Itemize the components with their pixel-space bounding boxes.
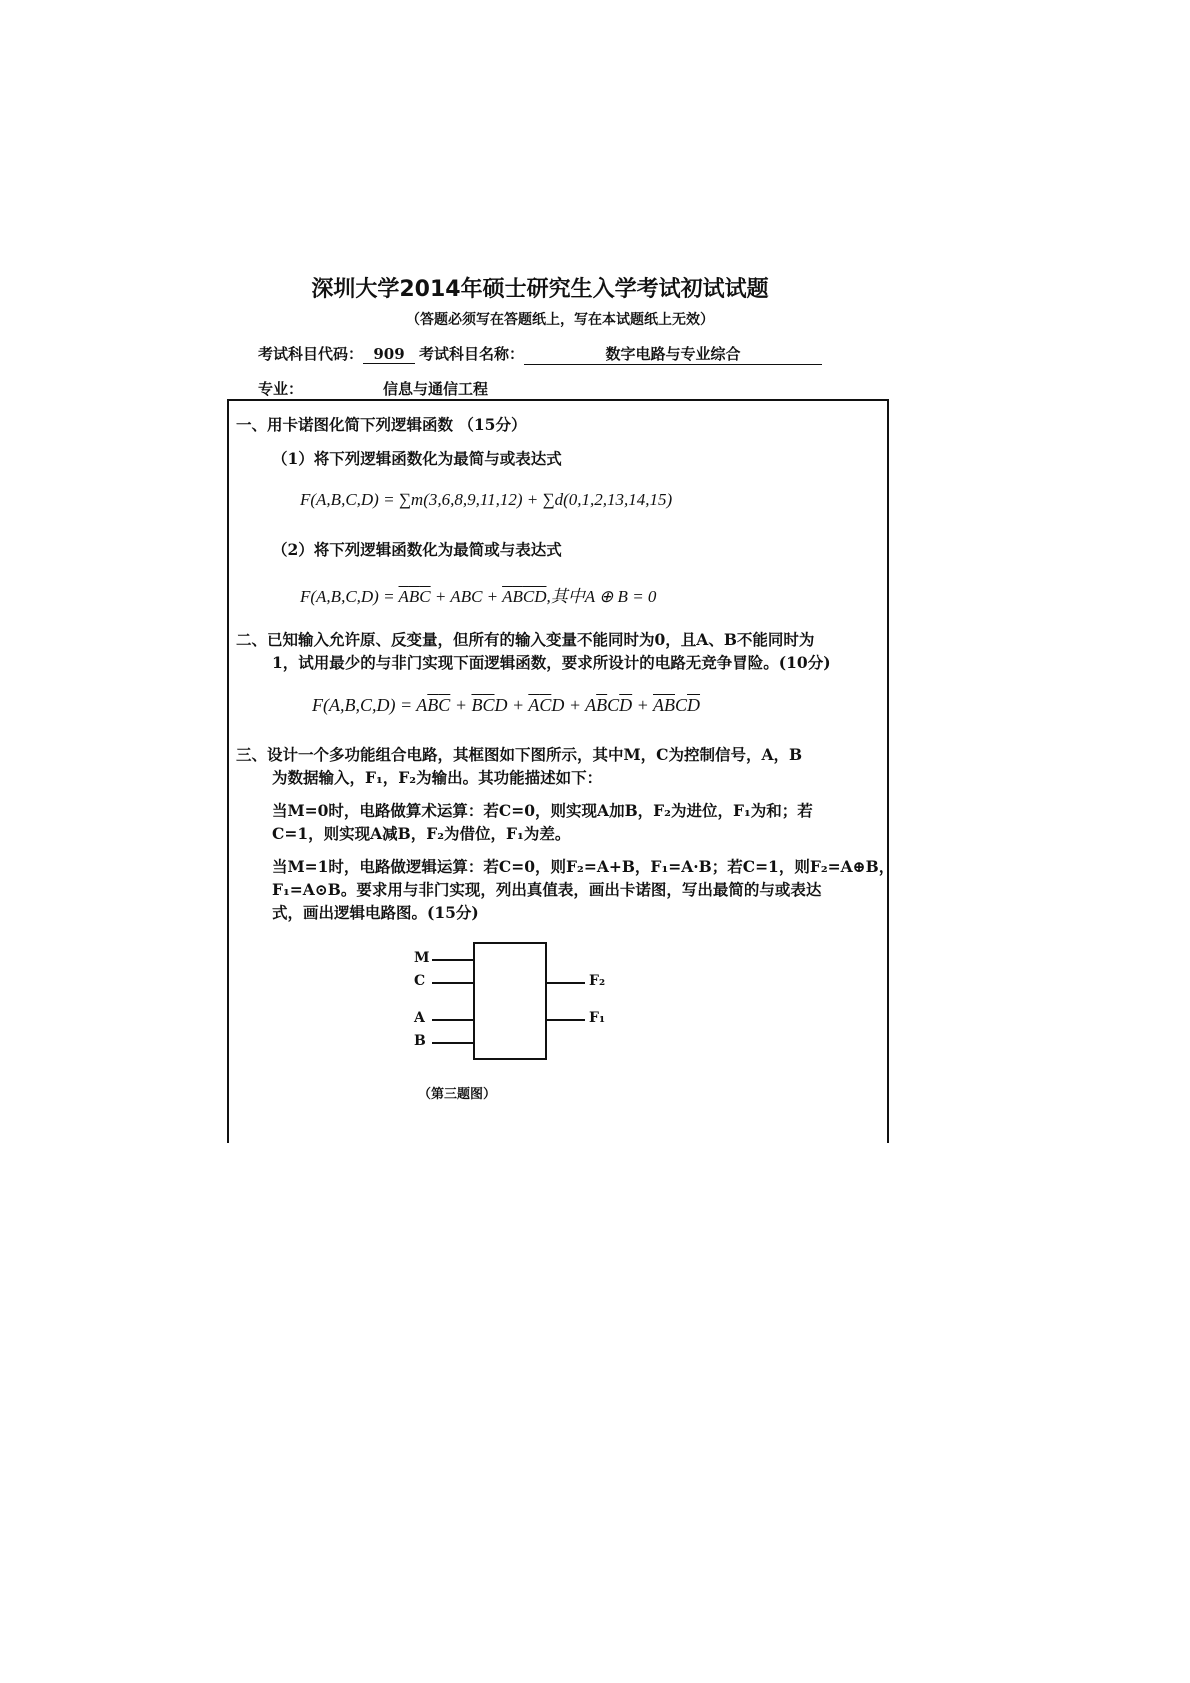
q1-part2: （2）将下列逻辑函数化为最简或与表达式 [272,540,562,559]
formula-term: $\overline{B}$ [471,695,483,715]
q1-heading: 一、用卡诺图化简下列逻辑函数 （15分） [236,415,527,434]
major-line [258,378,853,400]
q2-line1: 二、已知输入允许原、反变量，但所有的输入变量不能同时为0，且A、B不能同时为 [236,630,815,649]
q1-formula2 [300,582,656,607]
formula-term: C [607,695,620,715]
formula-term: $\overline{C}$ [539,695,552,715]
q3-line7: 式，画出逻辑电路图。(15分) [272,903,479,922]
exam-subtitle: （答题必须写在答题纸上，写在本试题纸上无效） [406,312,714,328]
major-value: 信息与通信工程 [303,378,853,400]
formula-term: D + [494,695,529,715]
formula-term: + [450,695,472,715]
output-line-f2 [545,982,585,984]
q1-part1: （1）将下列逻辑函数化为最简与或表达式 [272,449,562,468]
code-label: 考试科目代码： [258,345,364,363]
q3-line6: F₁=A⊙B。要求用与非门实现，列出真值表，画出卡诺图，写出最简的与或表达 [272,880,822,899]
formula-term: + [632,695,653,715]
formula-term: $\overline{B}$ [664,695,675,715]
q1-formula1 [300,490,672,510]
input-line-c [432,982,473,984]
formula-term: $\overline{C}$ [482,695,495,715]
formula-term: ,其中A ⊕ B = 0 [546,587,657,606]
formula-term: $\overline{CD}$ [522,587,547,606]
input-label-b: B [414,1033,426,1049]
input-line-b [432,1042,473,1044]
formula-term: $\overline{B}$ [512,587,523,606]
formula-term: $\overline{C}$ [438,695,451,715]
q3-line3: 当M=0时，电路做算术运算：若C=0，则实现A加B，F₂为进位，F₁为和；若 [272,801,813,820]
formula-term: $\overline{A}$ [653,695,664,715]
formula-term: $\overline{A}$ [502,587,513,606]
subject-line [258,343,822,365]
formula-term: $\overline{A}$ [398,587,409,606]
q3-line1: 三、设计一个多功能组合电路，其框图如下图所示，其中M，C为控制信号，A，B [236,745,803,764]
formula-term: $\overline{D}$ [619,695,633,715]
formula-term: F(A,B,C,D) = ∑m(3,6,8,9,11,12) + ∑d(0,1,2,13,14,15) [300,490,673,509]
input-line-m [432,959,473,961]
q3-line5: 当M=1时，电路做逻辑运算：若C=0，则F₂=A+B，F₁=A·B；若C=1，则F₂=A⊕B， [272,857,895,876]
output-line-f1 [545,1019,585,1021]
formula-term: $\overline{A}$ [528,695,540,715]
input-line-a [432,1019,473,1021]
formula-term: $\overline{D}$ [687,695,701,715]
formula-term: $\overline{B}$ [427,695,439,715]
formula-term: $\overline{B}$ [596,695,608,715]
q2-formula [312,695,700,716]
q3-line2: 为数据输入，F₁，F₂为输出。其功能描述如下： [272,768,603,787]
formula-term: F(A,B,C,D) = [300,587,399,606]
figure-caption: （第三题图） [418,1087,497,1102]
q2-line2: 1，试用最少的与非门实现下面逻辑函数，要求所设计的电路无竞争冒险。(10分) [272,653,831,672]
subject-code: 909 [363,345,415,364]
formula-term: $\overline{C}$ [419,587,431,606]
formula-term: C [675,695,688,715]
output-label-f2: F₂ [589,973,606,989]
circuit-block [473,942,547,1060]
q3-line4: C=1，则实现A减B，F₂为借位，F₁为差。 [272,824,571,843]
formula-term: $\overline{B}$ [408,587,420,606]
formula-term: F(A,B,C,D) = A [312,695,428,715]
major-label: 专业： [258,380,304,398]
input-label-c: C [414,973,426,989]
name-label: 考试科目名称： [419,345,525,363]
output-label-f1: F₁ [589,1010,606,1026]
exam-title: 深圳大学2014年硕士研究生入学考试初试试题 [311,277,769,302]
subject-name: 数字电路与专业综合 [524,343,822,365]
input-label-m: M [414,950,430,966]
input-label-a: A [414,1010,425,1026]
formula-term: + ABC + [430,587,503,606]
formula-term: D + A [551,695,597,715]
